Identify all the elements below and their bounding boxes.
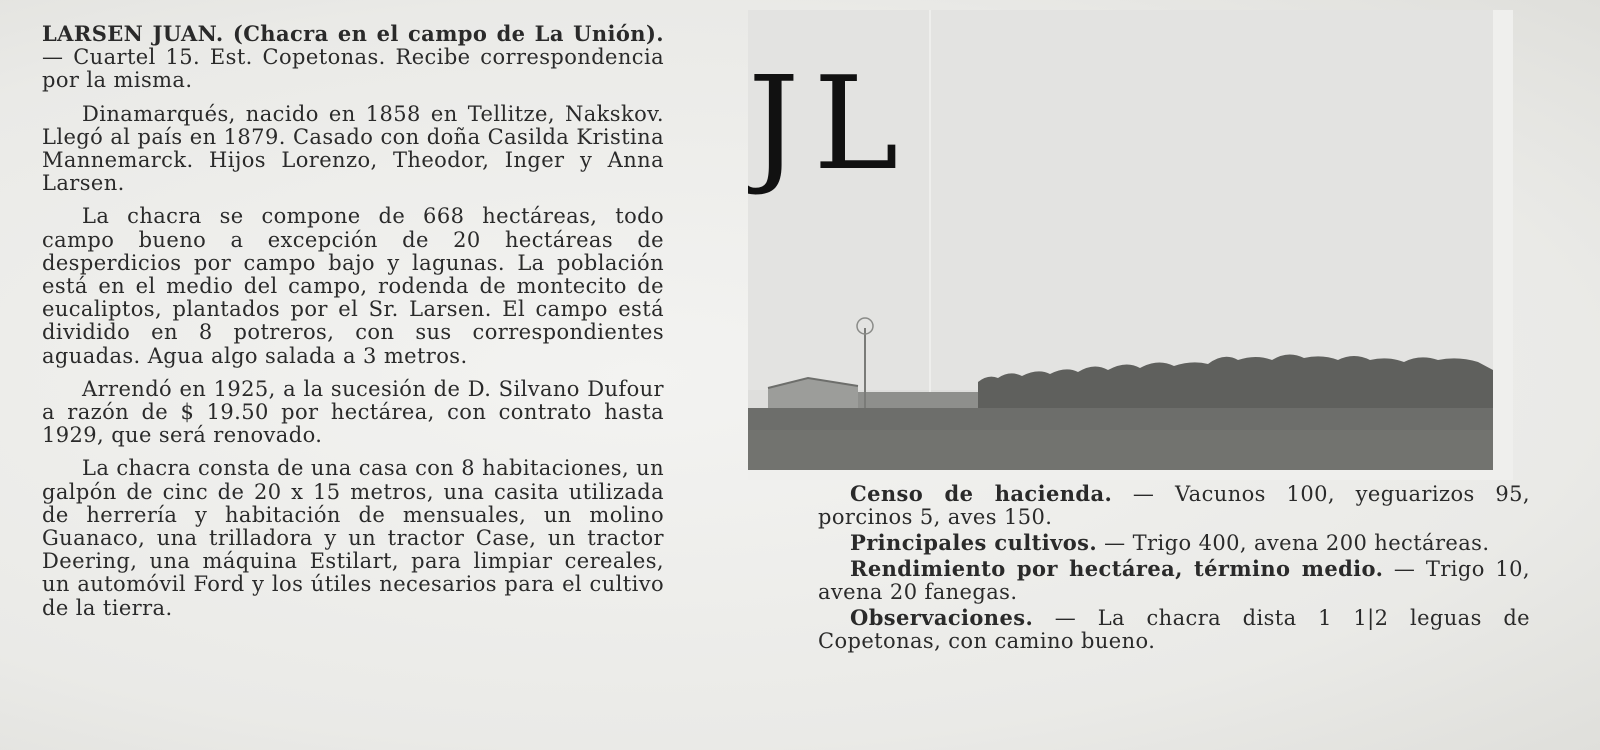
census-paragraph <box>818 482 1530 529</box>
observations-text: — La chacra dista 1 1|2 leguas de Copetonas, con camino bueno. <box>818 606 1530 653</box>
yield-text: — Trigo 10, avena 20 fanegas. <box>818 557 1530 604</box>
crops-label: Principales cultivos. <box>850 530 1098 555</box>
paragraph-land: La chacra se compone de 668 hectáreas, todo campo bueno a excepción de 20 hectáreas de desperdicios por campo bajo y lagunas. La población está en el medio del campo, rodenda de montecito de eucaliptos, plantados por el Sr. Larsen. El campo está dividido en 8 potreros, con sus correspondientes aguadas. Agua algo salada a 3 metros. <box>42 204 664 368</box>
paragraph-lease: Arrendó en 1925, a la sucesión de D. Silvano Dufour a razón de $ 19.50 por hectárea, con contrato hasta 1929, que será renovado. <box>42 376 664 448</box>
yield-label: Rendimiento por hectárea, término medio. <box>850 556 1384 581</box>
farm-photograph <box>748 10 1513 480</box>
crops-paragraph <box>818 531 1530 555</box>
article-header-rest: — Cuartel 15. Est. Copetonas. Recibe correspondencia por la misma. <box>42 45 664 93</box>
yield-paragraph <box>818 557 1530 604</box>
paragraph-buildings: La chacra consta de una casa con 8 habitaciones, un galpón de cinc de 20 x 15 metros, una casita utilizada de herrería y habitación de mensuales, un molino Guanaco, una trilladora y un tractor Case, un tractor Deering, una máquina Estilart, para limpiar cereales, un automóvil Ford y los útiles necesarios para el cultivo de la tierra. <box>42 456 664 620</box>
article-header <box>42 22 664 93</box>
census-text: — Vacunos 100, yeguarizos 95, porcinos 5, aves 150. <box>818 482 1530 529</box>
paragraph-origin: Dinamarqués, nacido en 1858 en Tellitze, Nakskov. Llegó al país en 1879. Casado con doña Casilda Kristina Mannemarck. Hijos Lorenzo, Theodor, Inger y Anna Larsen. <box>42 101 664 196</box>
handwritten-initials: JL <box>748 50 913 199</box>
farm-landscape-graphic <box>748 10 1513 480</box>
observations-label: Observaciones. <box>850 605 1034 630</box>
article-right-column <box>818 482 1530 655</box>
observations-paragraph <box>818 606 1530 653</box>
article-header-bold: LARSEN JUAN. (Chacra en el campo de La Unión). <box>42 21 664 46</box>
article-left-column <box>42 22 664 630</box>
census-label: Censo de hacienda. <box>850 481 1113 506</box>
crops-text: — Trigo 400, avena 200 hectáreas. <box>1097 531 1490 555</box>
